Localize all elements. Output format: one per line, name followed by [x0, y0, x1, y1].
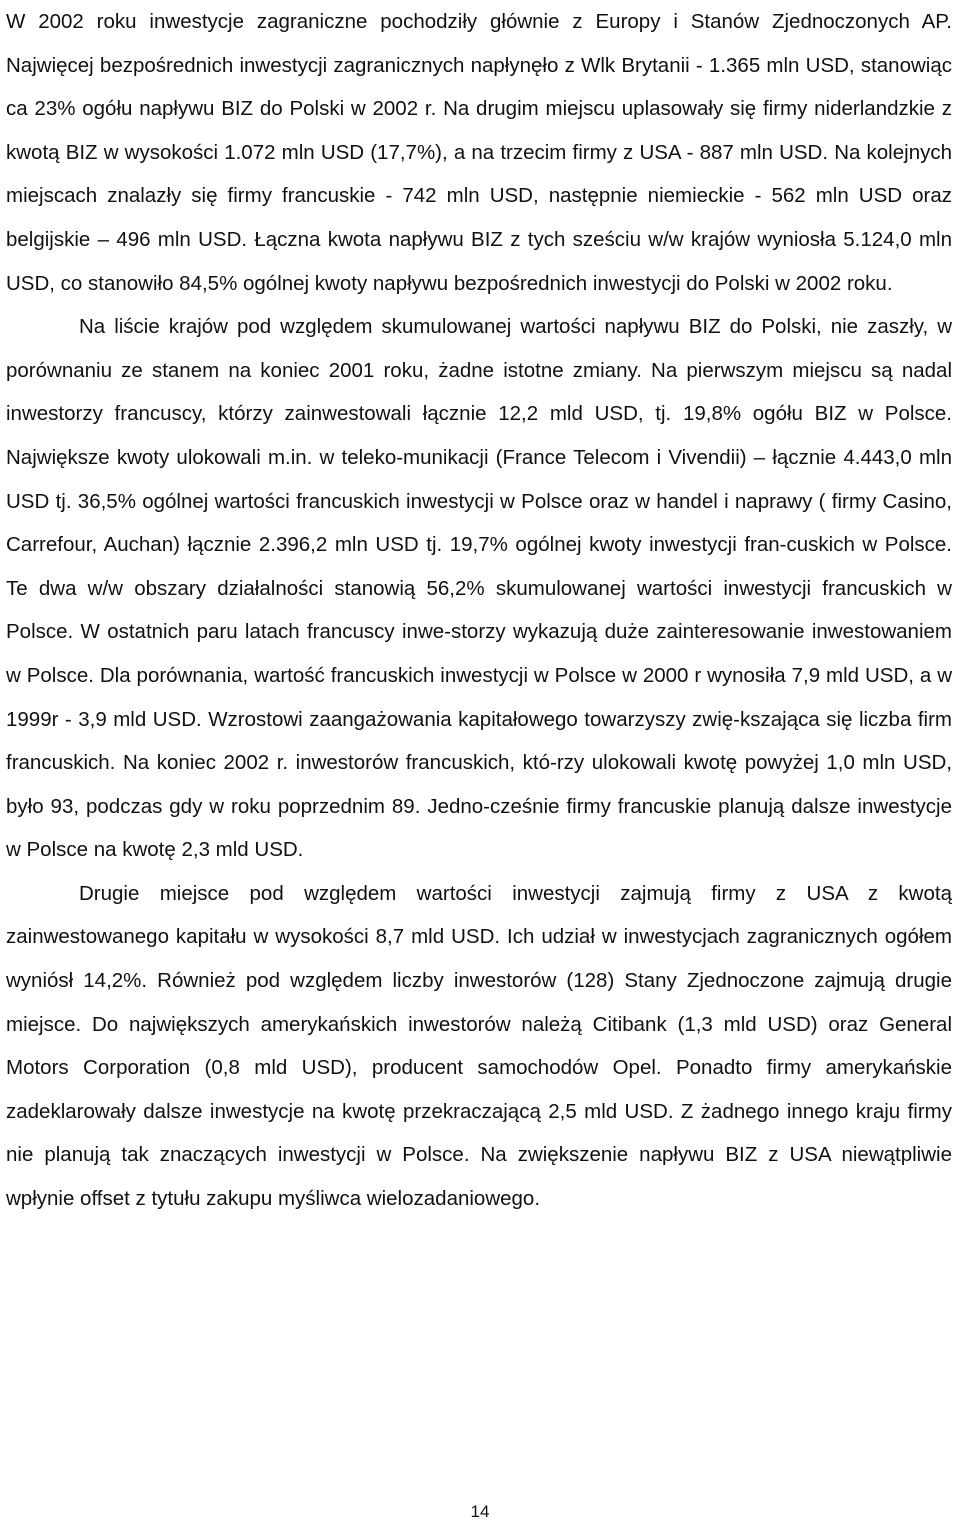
paragraph-3: Drugie miejsce pod względem wartości inwestycji zajmują firmy z USA z kwotą zainwestowanego kapitału w wysokości 8,7 mld USD. Ich udział w inwestycjach zagranicznych ogółem wyniósł 14,2%. Również pod względem liczby inwestorów (128) Stany Zjednoczone zajmują drugie miejsce. Do największych amerykańskich inwestorów należą Citibank (1,3 mld USD) oraz General Motors Corporation (0,8 mld USD), producent samochodów Opel. Ponadto firmy amerykańskie zadeklarowały dalsze inwestycje na kwotę przekraczającą 2,5 mld USD. Z żadnego innego kraju firmy nie planują tak znaczących inwestycji w Polsce. Na zwiększenie napływu BIZ z USA niewątpliwie wpłynie offset z tytułu zakupu myśliwca wielozadaniowego.	[6, 881, 952, 1211]
paragraph-1: W 2002 roku inwestycje zagraniczne pochodziły głównie z Europy i Stanów Zjednoczonych AP. Najwięcej bezpośrednich inwestycji zagranicznych napłynęło z Wlk Brytanii - 1.365 mln USD, stanowiąc ca 23% ogółu napływu BIZ do Polski w 2002 r. Na drugim miejscu uplasowały się firmy niderlandzkie z kwotą BIZ w wysokości 1.072 mln USD (17,7%), a na trzecim firmy z USA - 887 mln USD. Na kolejnych miejscach znalazły się firmy francuskie - 742 mln USD, następnie niemieckie - 562 mln USD oraz belgijskie – 496 mln USD. Łączna kwota napływu BIZ z tych sześciu w/w krajów wyniosła 5.124,0 mln USD, co stanowiło 84,5% ogólnej kwoty napływu bezpośrednich inwestycji do Polski w 2002 roku.	[6, 10, 952, 295]
paragraph-2: Na liście krajów pod względem skumulowanej wartości napływu BIZ do Polski, nie zaszły, w porównaniu ze stanem na koniec 2001 roku, żadne istotne zmiany. Na pierwszym miejscu są nadal inwestorzy francuscy, którzy zainwestowali łącznie 12,2 mld USD, tj. 19,8% ogółu BIZ w Polsce. Największe kwoty ulokowali m.in. w teleko-munikacji (France Telecom i Vivendii) – łącznie 4.443,0 mln USD tj. 36,5% ogólnej wartości francuskich inwestycji w Polsce oraz w handel i naprawy ( firmy Casino, Carrefour, Auchan) łącznie 2.396,2 mln USD tj. 19,7% ogólnej kwoty inwestycji fran-cuskich w Polsce. Te dwa w/w obszary działalności stanowią 56,2% skumulowanej wartości inwestycji francuskich w Polsce. W ostatnich paru latach francuscy inwe-storzy wykazują duże zainteresowanie inwestowaniem w Polsce. Dla porównania, wartość francuskich inwestycji w Polsce w 2000 r wynosiła 7,9 mld USD, a w 1999r - 3,9 mld USD. Wzrostowi zaangażowania kapitałowego towarzyszy zwię-kszająca się liczba firm francuskich. Na koniec 2002 r. inwestorów francuskich, któ-rzy ulokowali kwotę powyżej 1,0 mln USD, było 93, podczas gdy w roku poprzednim 89. Jedno-cześnie firmy francuskie planują dalsze inwestycje w Polsce na kwotę 2,3 mld USD.	[6, 315, 952, 862]
page-number: 14	[470, 1502, 490, 1521]
body-text	[6, 0, 952, 1221]
